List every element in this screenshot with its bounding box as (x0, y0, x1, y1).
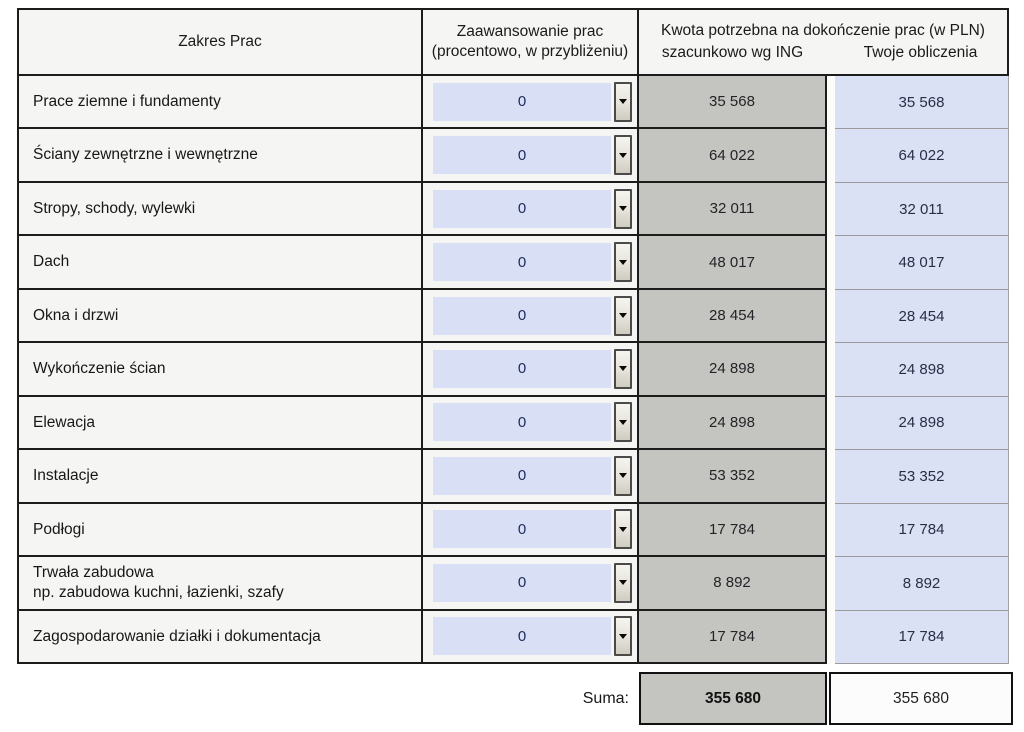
ing-estimate-cell: 28 454 (639, 290, 827, 343)
progress-input[interactable]: 0 (433, 190, 611, 228)
header-subcolumn-gap (826, 43, 834, 63)
header-progress-line1: Zaawansowanie prac (456, 22, 604, 40)
chevron-down-icon (619, 260, 627, 265)
column-gap (827, 183, 835, 236)
progress-combobox[interactable] (433, 190, 632, 228)
total-ing-estimate: 355 680 (639, 672, 827, 725)
your-calculation-field[interactable]: 8 892 (835, 557, 1009, 610)
progress-combobox[interactable] (433, 136, 632, 174)
progress-cell (423, 611, 639, 664)
ing-estimate-cell: 32 011 (639, 183, 827, 236)
work-scope-cell (19, 611, 423, 664)
header-your-calculation: Twoje obliczenia (863, 44, 978, 61)
chevron-down-icon (619, 153, 627, 158)
header-progress-line2: (procentowo, w przybliżeniu) (431, 43, 629, 60)
chevron-down-icon (619, 206, 627, 211)
total-your-calculation: 355 680 (829, 672, 1013, 725)
header-work-scope (19, 10, 423, 76)
ing-estimate-cell: 53 352 (639, 450, 827, 503)
your-calculation-field[interactable]: 17 784 (835, 611, 1009, 664)
your-calculation-field[interactable]: 28 454 (835, 290, 1009, 343)
progress-input[interactable]: 0 (433, 457, 611, 495)
work-scope-cell (19, 236, 423, 289)
chevron-down-icon (619, 313, 627, 318)
progress-input[interactable]: 0 (433, 243, 611, 281)
progress-dropdown-button[interactable] (614, 242, 632, 282)
work-scope-text: Stropy, schody, wylewki (33, 199, 196, 217)
chevron-down-icon (619, 420, 627, 425)
progress-cell (423, 76, 639, 129)
progress-dropdown-button[interactable] (614, 135, 632, 175)
progress-combobox[interactable] (433, 510, 632, 548)
chevron-down-icon (619, 99, 627, 104)
your-calculation-field[interactable]: 24 898 (835, 343, 1009, 396)
progress-cell (423, 290, 639, 343)
progress-cell (423, 504, 639, 557)
work-scope-cell (19, 76, 423, 129)
column-gap (827, 450, 835, 503)
header-work-scope-label: Zakres Prac (178, 32, 262, 50)
progress-combobox[interactable] (433, 617, 632, 655)
column-gap (827, 343, 835, 396)
work-scope-cell (19, 504, 423, 557)
work-scope-text: np. zabudowa kuchni, łazienki, szafy (33, 583, 284, 601)
progress-dropdown-button[interactable] (614, 509, 632, 549)
ing-estimate-cell: 24 898 (639, 343, 827, 396)
column-gap (827, 129, 835, 182)
progress-dropdown-button[interactable] (614, 349, 632, 389)
work-scope-cell (19, 450, 423, 503)
your-calculation-field[interactable]: 17 784 (835, 504, 1009, 557)
work-scope-cell (19, 343, 423, 396)
suma-label: Suma: (582, 689, 629, 707)
header-amount (639, 10, 1009, 76)
column-gap (827, 504, 835, 557)
your-calculation-field[interactable]: 32 011 (835, 183, 1009, 236)
your-calculation-field[interactable]: 53 352 (835, 450, 1009, 503)
your-calculation-field[interactable]: 48 017 (835, 236, 1009, 289)
work-scope-cell (19, 290, 423, 343)
header-amount-subrow (639, 43, 1007, 63)
progress-cell (423, 450, 639, 503)
header-progress (423, 10, 639, 76)
column-gap (827, 236, 835, 289)
progress-combobox[interactable] (433, 564, 632, 602)
progress-combobox[interactable] (433, 350, 632, 388)
column-gap (827, 397, 835, 450)
progress-cell (423, 183, 639, 236)
your-calculation-field[interactable]: 35 568 (835, 76, 1009, 129)
progress-combobox[interactable] (433, 297, 632, 335)
header-amount-title: Kwota potrzebna na dokończenie prac (w PLN) (661, 21, 985, 39)
column-gap (827, 557, 835, 610)
progress-input[interactable]: 0 (433, 510, 611, 548)
progress-dropdown-button[interactable] (614, 189, 632, 229)
progress-input[interactable]: 0 (433, 350, 611, 388)
progress-input[interactable]: 0 (433, 403, 611, 441)
work-scope-cell (19, 129, 423, 182)
progress-cell (423, 129, 639, 182)
progress-cell (423, 397, 639, 450)
ing-estimate-cell: 17 784 (639, 611, 827, 664)
progress-dropdown-button[interactable] (614, 82, 632, 122)
progress-input[interactable]: 0 (433, 136, 611, 174)
progress-combobox[interactable] (433, 457, 632, 495)
work-scope-cell (19, 397, 423, 450)
work-scope-cell (19, 557, 423, 610)
progress-combobox[interactable] (433, 83, 632, 121)
work-scope-text: Podłogi (33, 520, 85, 538)
work-scope-text: Zagospodarowanie działki i dokumentacja (33, 627, 321, 645)
work-scope-text: Instalacje (33, 467, 99, 485)
progress-dropdown-button[interactable] (614, 402, 632, 442)
chevron-down-icon (619, 580, 627, 585)
work-scope-text: Okna i drzwi (33, 306, 119, 324)
chevron-down-icon (619, 473, 627, 478)
progress-input[interactable]: 0 (433, 297, 611, 335)
progress-cell (423, 557, 639, 610)
header-ing-estimate: szacunkowo wg ING (661, 44, 804, 61)
progress-input[interactable]: 0 (433, 564, 611, 602)
work-scope-text: Wykończenie ścian (33, 360, 166, 378)
ing-estimate-cell: 35 568 (639, 76, 827, 129)
progress-input[interactable]: 0 (433, 83, 611, 121)
ing-estimate-cell: 8 892 (639, 557, 827, 610)
progress-dropdown-button[interactable] (614, 456, 632, 496)
work-scope-text: Elewacja (33, 413, 96, 431)
chevron-down-icon (619, 527, 627, 532)
your-calculation-field[interactable]: 24 898 (835, 397, 1009, 450)
work-scope-text: Ściany zewnętrzne i wewnętrzne (33, 146, 258, 164)
chevron-down-icon (619, 366, 627, 371)
ing-estimate-cell: 48 017 (639, 236, 827, 289)
progress-cell (423, 343, 639, 396)
chevron-down-icon (619, 634, 627, 639)
your-calculation-field[interactable]: 64 022 (835, 129, 1009, 182)
progress-combobox[interactable] (433, 403, 632, 441)
work-scope-text: Prace ziemne i fundamenty (33, 93, 221, 111)
progress-dropdown-button[interactable] (614, 563, 632, 603)
progress-cell (423, 236, 639, 289)
progress-combobox[interactable] (433, 243, 632, 281)
column-gap (827, 290, 835, 343)
progress-dropdown-button[interactable] (614, 616, 632, 656)
progress-input[interactable]: 0 (433, 617, 611, 655)
ing-estimate-cell: 64 022 (639, 129, 827, 182)
work-scope-text: Trwała zabudowa (33, 564, 154, 582)
work-scope-cell (19, 183, 423, 236)
work-progress-table (17, 8, 1009, 664)
column-gap (827, 611, 835, 664)
ing-estimate-cell: 17 784 (639, 504, 827, 557)
column-gap (827, 76, 835, 129)
ing-estimate-cell: 24 898 (639, 397, 827, 450)
progress-dropdown-button[interactable] (614, 296, 632, 336)
work-scope-text: Dach (33, 253, 70, 271)
